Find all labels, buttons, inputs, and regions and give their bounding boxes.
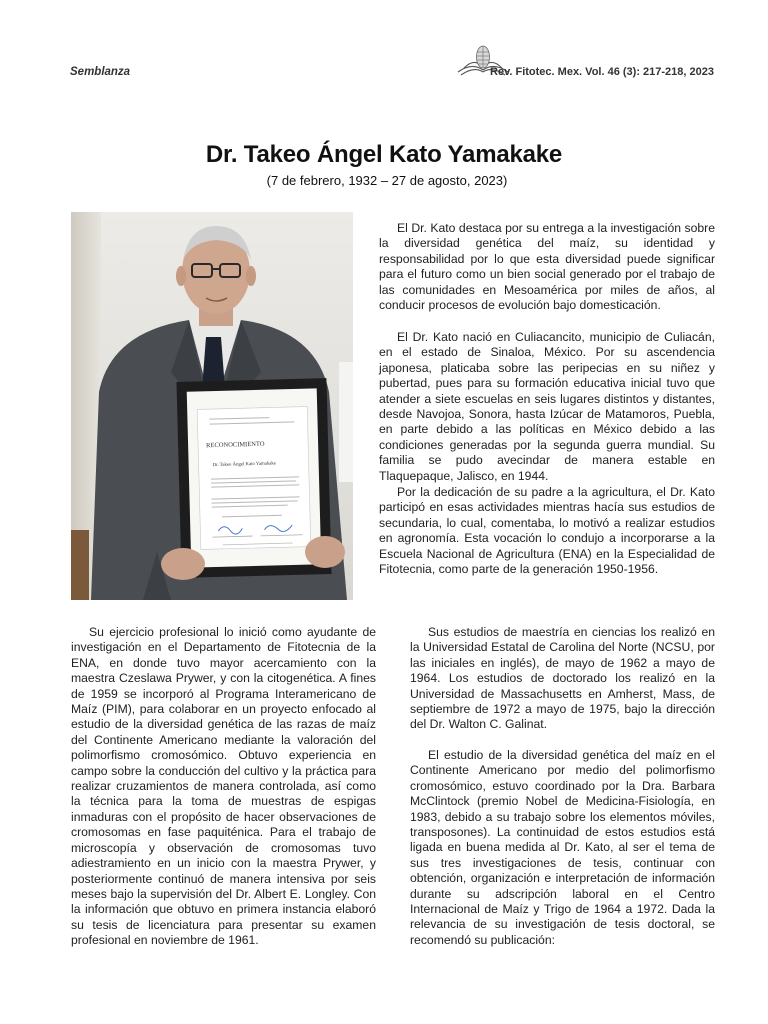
journal-citation: Rev. Fitotec. Mex. Vol. 46 (3): 217-218, 2023 <box>490 66 714 78</box>
certificate-title: RECONOCIMIENTO <box>206 440 265 450</box>
paragraph-5: Sus estudios de maestría en ciencias los realizó en la Universidad Estatal de Carolina del Norte (NCSU, por las iniciales en inglés), de mayo de 1962 a mayo de 1964. Los estudios de doctorado los realizó en la Universidad de Massachusetts en Amherst, Mass, de septiembre de 1972 a mayo de 1975, bajo la dirección del Dr. Walton C. Galinat. <box>410 625 715 732</box>
article-title: Dr. Takeo Ángel Kato Yamakake <box>205 141 563 168</box>
paragraph-1: El Dr. Kato destaca por su entrega a la investigación sobre la diversidad genética del maíz, su identidad y responsabilidad por lo que esta diversidad puede significar para el futuro como un bien social generado por el trabajo de las comunidades en Mesoamérica por miles de años, al conducir procesos de evolución bajo domesticación. <box>379 221 715 313</box>
portrait-photo <box>71 212 353 600</box>
paragraph-4: Su ejercicio profesional lo inició como ayudante de investigación en el Departamento de Fitotecnia de la ENA, en donde tuvo mayor acercamiento con la maestra Czeslawa Prywer, y con la citogenética. A fines de 1959 se incorporó al Programa Interamericano de Maíz (PIM), para colaborar en un proyecto enfocado al estudio de la diversidad genética de las razas de maíz del Continente Americano mediante la valoración del polimorfismo cromosómico. Obtuvo experiencia en campo sobre la conducción del cultivo y la práctica para realizar cruzamientos de manera controlada, así como la técnica para la toma de muestras de espigas inmaduras con el propósito de hacer observaciones de cromosomas en fase paquiténica. Para el trabajo de microscopía y observación de cromosomas tuvo adiestramiento en un inicio con la maestra Prywer, y posteriormente continuó de manera intensiva por seis meses bajo la supervisión del Dr. Albert E. Longley. Con la información que obtuvo en primera instancia elaboró su tesis de licenciatura para presentar su examen profesional en noviembre de 1961. <box>71 625 376 948</box>
life-dates: (7 de febrero, 1932 – 27 de agosto, 2023) <box>266 173 508 188</box>
section-label: Semblanza <box>70 66 131 78</box>
paragraph-6: El estudio de la diversidad genética del maíz en el Continente Americano por medio del polimorfismo cromosómico, estuvo coordinado por la Dra. Barbara McClintock (premio Nobel de Medicina-Fisiología, en 1983, debido a su trabajo sobre los elementos móviles, transposones). La continuidad de estos estudios está ligada en buena medida al Dr. Kato, al ser el tema de sus tres investigaciones de tesis, continuar con obtención, organización e interpretación de información durante su adscripción laboral en el Centro Internacional de Maíz y Trigo de 1964 a 1972. Dada la relevancia de su investigación de tesis doctoral, se recomendó su publicación: <box>410 748 715 947</box>
portrait-illustration <box>71 212 353 600</box>
paragraph-3: Por la dedicación de su padre a la agricultura, el Dr. Kato participó en esas actividades mientras hacía sus estudios de secundaria, lo cual, comentaba, lo motivó a realizar estudios en agronomía. Esta vocación lo condujo a incorporarse a la Escuela Nacional de Agricultura (ENA) en la Especialidad de Fitotecnia, como parte de la generación 1950-1956. <box>379 485 715 577</box>
paragraph-2: El Dr. Kato nació en Culiacancito, municipio de Culiacán, en el estado de Sinaloa, México. Por su ascendencia japonesa, platicaba sobre las peripecias en su niñez y pubertad, pues para su formación educativa inicial tuvo que atender a siete escuelas en seis lugares distintos y distantes, desde Navojoa, Sonora, hasta Izúcar de Matamoros, Puebla, en parte debido a las políticas en México debido a las condiciones generadas por la segunda guerra mundial. Su familia se pudo avecindar de manera estable en Tlaquepaque, Jalisco, en 1944. <box>379 330 715 483</box>
certificate-name: Dr. Takeo Ángel Kato Yamakake <box>212 461 276 469</box>
